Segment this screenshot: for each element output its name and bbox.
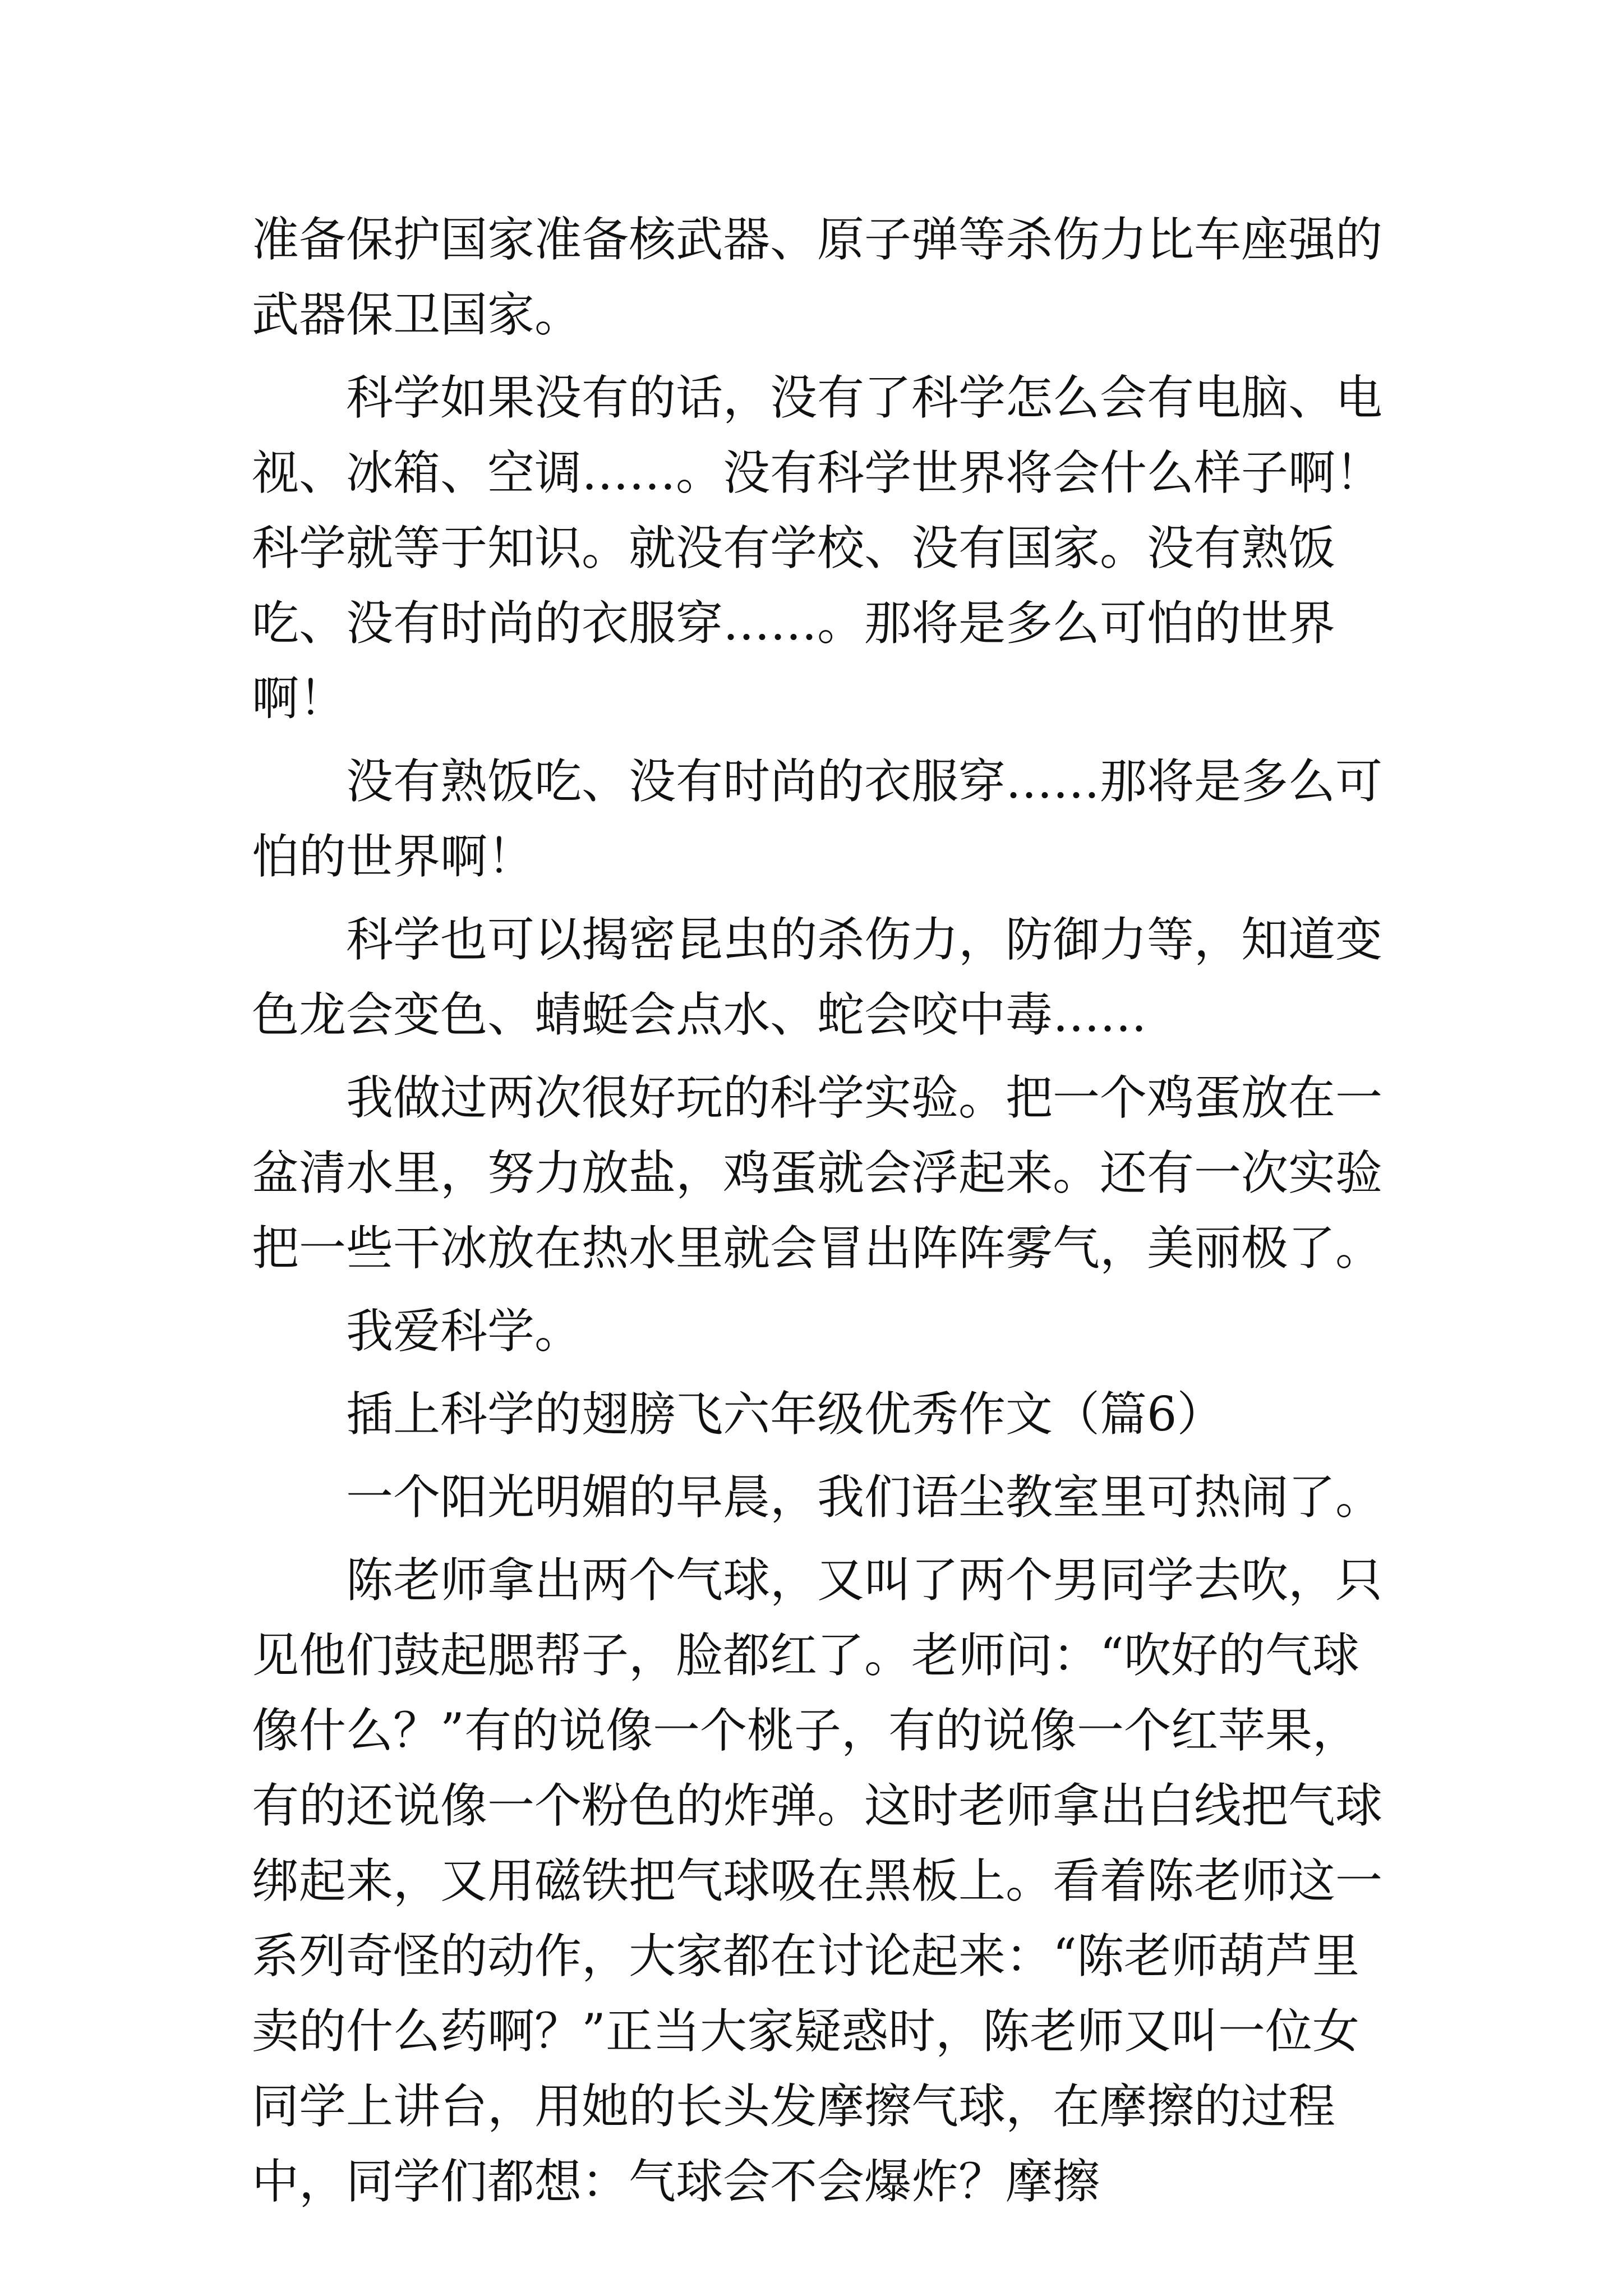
paragraph-continuation: 准备保护国家准备核武器、原子弹等杀伤力比车座强的武器保卫国家。 — [252, 212, 1383, 342]
paragraph: 科学如果没有的话，没有了科学怎么会有电脑、电视、冰箱、空调……。没有科学世界将会什么样子啊！科学就等于知识。就没有学校、没有国家。没有熟饭吃、没有时尚的衣服穿……。那将是多么可怕的世界啊！ — [252, 370, 1383, 726]
paragraph: 我做过两次很好玩的科学实验。把一个鸡蛋放在一盆清水里，努力放盐，鸡蛋就会浮起来。还有一次实验把一些干冰放在热水里就会冒出阵阵雾气，美丽极了。 — [252, 1070, 1383, 1276]
paragraph: 我爱科学。 — [346, 1304, 582, 1359]
paragraph: 科学也可以揭密昆虫的杀伤力，防御力等，知道变色龙会变色、蜻蜓会点水、蛇会咬中毒…… — [252, 912, 1383, 1042]
paragraph: 没有熟饭吃、没有时尚的衣服穿……那将是多么可怕的世界啊！ — [252, 754, 1383, 884]
section-heading: 插上科学的翅膀飞六年级优秀作文（篇6） — [346, 1387, 1224, 1442]
paragraph: 一个阳光明媚的早晨，我们语尘教室里可热闹了。 — [346, 1470, 1383, 1525]
paragraph: 陈老师拿出两个气球，又叫了两个男同学去吹，只见他们鼓起腮帮子，脸都红了。老师问：“吹好的气球像什么？”有的说像一个桃子，有的说像一个红苹果，有的还说像一个粉色的炸弹。这时老师拿出白线把气球绑起来，又用磁铁把气球吸在黑板上。看着陈老师这一系列奇怪的动作，大家都在讨论起来：“陈老师葫芦里卖的什么药啊？”正当大家疑惑时，陈老师又叫一位女同学上讲台，用她的长头发摩擦气球，在摩擦的过程中，同学们都想：气球会不会爆炸？摩擦 — [252, 1553, 1383, 2209]
document-body — [252, 202, 1382, 2227]
